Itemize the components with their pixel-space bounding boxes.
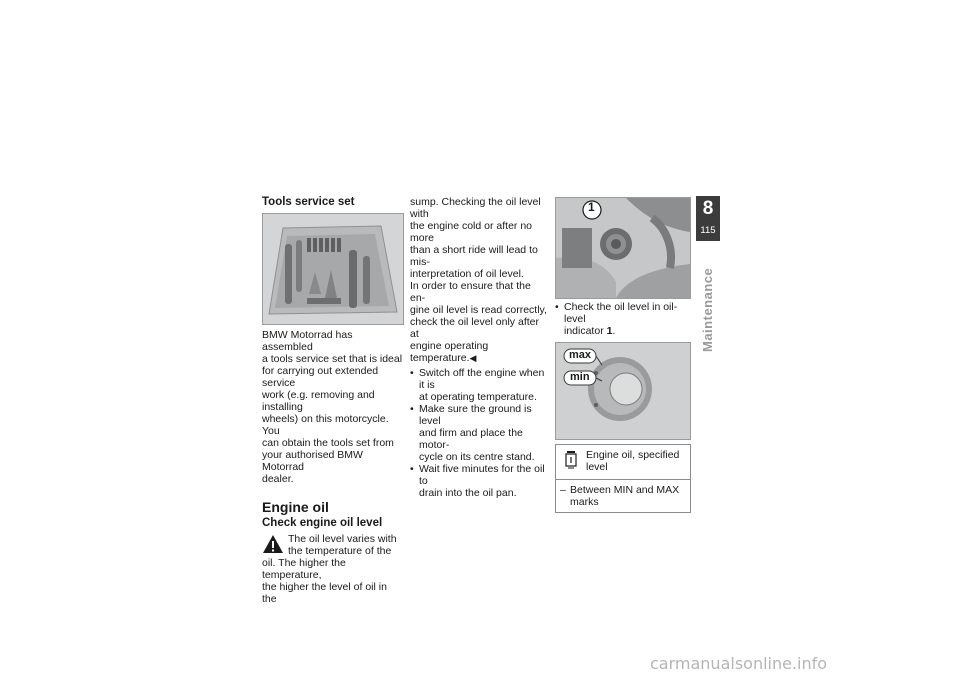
tools-paragraph (262, 329, 404, 485)
list-item-punct: . (612, 325, 616, 337)
section-tab-label: Maintenance (700, 267, 715, 352)
list-item-line: Wait five minutes for the oil to (419, 463, 545, 487)
callout-1: 1 (588, 200, 595, 214)
oil-text-line: In order to ensure that the en- (410, 280, 531, 304)
engine-image (556, 198, 690, 298)
tools-text-line: a tools service set that is ideal (262, 353, 403, 365)
column-2 (410, 196, 547, 499)
spec-box (555, 444, 691, 513)
engine-photo (555, 197, 691, 299)
tools-photo (262, 213, 404, 325)
min-label: min (570, 371, 590, 383)
watermark: carmanualsonline.info (650, 654, 828, 673)
warning-text-line: the temperature of the (288, 545, 392, 557)
list-item (410, 403, 547, 463)
list-item-line: Check the oil level in oil-level (564, 301, 678, 325)
tools-heading: Tools service set (262, 196, 355, 208)
spec-value-line: marks (570, 496, 599, 508)
oil-text-line: sump. Checking the oil level with (410, 196, 541, 220)
warning-triangle-icon (262, 534, 284, 554)
list-item-line: Switch off the engine when it is (419, 367, 545, 391)
oil-text-line: gine oil level is read correctly, (410, 304, 547, 316)
max-label: max (569, 349, 592, 361)
check-oil-subheading: Check engine oil level (262, 517, 383, 529)
tools-text-line: for carrying out extended service (262, 365, 379, 389)
oil-text-line: than a short ride will lead to mis- (410, 244, 538, 268)
list-item-line: cycle on its centre stand. (419, 451, 535, 463)
page-number: 115 (700, 225, 716, 236)
list-item-line: at operating temperature. (419, 391, 537, 403)
tools-image (263, 214, 403, 324)
check-list (555, 301, 691, 337)
tools-text-line: can obtain the tools set from (262, 437, 394, 449)
chapter-number: 8 (702, 198, 714, 219)
warning-text-line: oil. The higher the temperature, (262, 557, 346, 581)
warning-text-line: the higher the level of oil in the (262, 581, 387, 605)
column-1 (262, 196, 404, 605)
spec-value-line: Between MIN and MAX (570, 484, 680, 496)
tools-text-line: your authorised BMW Motorrad (262, 449, 363, 473)
warning-note (262, 533, 404, 605)
tools-text-line: work (e.g. removing and installing (262, 389, 375, 413)
warning-text-line: The oil level varies with (288, 533, 397, 545)
tools-text-line: BMW Motorrad has assembled (262, 329, 353, 353)
spec-dash: – (560, 484, 566, 496)
oil-text-line: check the oil level only after at (410, 316, 539, 340)
oil-text-line: engine operating temperature. (410, 340, 489, 364)
tools-text-line: wheels) on this motorcycle. You (262, 413, 389, 437)
oil-text-line: interpretation of oil level. (410, 268, 524, 280)
spec-label-row (556, 445, 690, 480)
column-3 (555, 196, 691, 513)
spec-value-row (556, 480, 690, 512)
list-item-line: indicator (564, 325, 607, 337)
spec-label: Engine oil, specified level (586, 449, 680, 473)
list-item (410, 367, 547, 403)
list-item-line: and firm and place the motor- (419, 427, 523, 451)
tools-text-line: dealer. (262, 473, 294, 485)
list-item-line: Make sure the ground is level (419, 403, 532, 427)
oil-level-paragraph (410, 196, 547, 364)
steps-list (410, 367, 547, 499)
list-item (555, 301, 691, 337)
oil-text-line: the engine cold or after no more (410, 220, 533, 244)
engine-oil-heading: Engine oil (262, 499, 329, 515)
oil-can-icon (564, 451, 578, 469)
list-item-line: drain into the oil pan. (419, 487, 517, 499)
indicator-ref: 1 (606, 325, 613, 337)
end-mark-icon: ◀ (469, 353, 477, 363)
list-item (410, 463, 547, 499)
oil-window-photo (555, 342, 691, 440)
